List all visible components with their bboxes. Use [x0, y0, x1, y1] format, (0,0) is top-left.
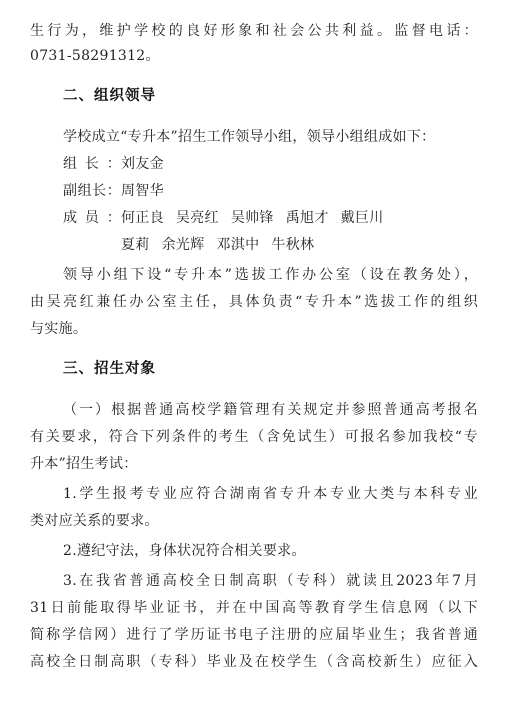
- item-3-line-4: 高校全日制高职（专科）毕业及在校学生（含高校新生）应征入: [30, 654, 478, 670]
- section-3-heading: 三、招生对象: [63, 361, 156, 377]
- p1-line-1: （一）根据普通高校学籍管理有关规定并参照普通高考报名: [63, 402, 478, 418]
- p1-line-3: 升本”招生考试：: [30, 456, 138, 472]
- item-3-line-2: 31日前能取得毕业证书，并在中国高等教育学生信息网（以下: [30, 600, 478, 616]
- deputy-label: 副组长：: [63, 183, 121, 199]
- intro-line-2: 0731-58291312。: [30, 48, 160, 64]
- member-name: 邓淇中: [216, 237, 260, 253]
- members-row-1: [63, 209, 396, 227]
- p1-line-2: 有关要求，符合下列条件的考生（含免试生）可报名参加我校“专: [30, 429, 478, 445]
- leader-label: 组长：: [63, 156, 121, 172]
- members-label: 成员：: [63, 210, 121, 226]
- members-row-2: [121, 236, 326, 254]
- member-name: 禹旭才: [285, 210, 329, 226]
- member-name: 吴帅锋: [230, 210, 274, 226]
- item-2: 2.遵纪守法，身体状况符合相关要求。: [63, 543, 306, 559]
- section-2-intro: 学校成立“专升本”招生工作领导小组，领导小组组成如下：: [63, 129, 436, 145]
- office-line-2: 由吴亮红兼任办公室主任，具体负责“专升本”选拔工作的组织: [30, 294, 478, 310]
- member-name: 牛秋林: [271, 237, 315, 253]
- item-1-line-2: 类对应关系的要求。: [30, 513, 159, 529]
- deputy-name: 周智华: [121, 183, 164, 199]
- office-line-3: 与实施。: [30, 321, 88, 337]
- item-3-line-1: 3.在我省普通高校全日制高职（专科）就读且2023年7月: [63, 573, 478, 589]
- member-name: 何正良: [121, 210, 164, 226]
- member-name: 夏莉: [121, 237, 150, 253]
- item-1-line-1: 1.学生报考专业应符合湖南省专升本专业大类与本科专业: [63, 486, 478, 502]
- intro-line-1: 生行为，维护学校的良好形象和社会公共利益。监督电话：: [30, 23, 478, 39]
- member-name: 戴巨川: [340, 210, 384, 226]
- member-name: 余光辉: [161, 237, 205, 253]
- section-2-heading: 二、组织领导: [63, 88, 156, 104]
- office-line-1: 领导小组下设“专升本”选拔工作办公室（设在教务处），: [63, 267, 478, 283]
- leader-name: 刘友金: [121, 156, 164, 172]
- deputy-row: [63, 182, 164, 200]
- item-3-line-3: 简称学信网）进行了学历证书电子注册的应届毕业生；我省普通: [30, 627, 478, 643]
- leader-row: [63, 155, 164, 173]
- member-name: 吴亮红: [175, 210, 219, 226]
